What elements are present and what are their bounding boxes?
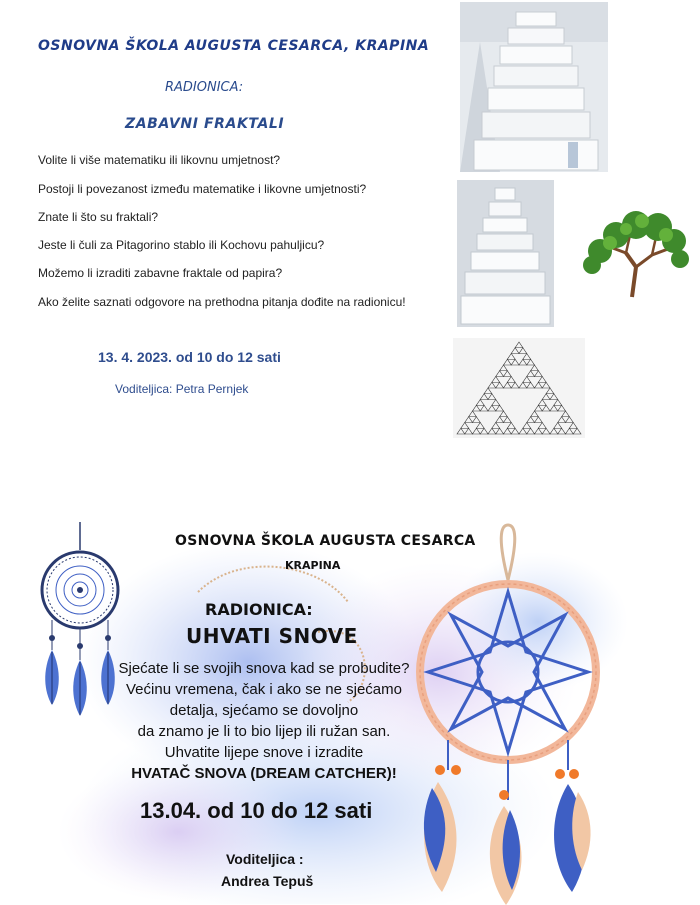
flyer2-description bbox=[108, 658, 420, 784]
flyer1-question: Ako želite saznati odgovore na prethodna pitanja dođite na radionicu! bbox=[38, 295, 406, 309]
flyer1-school-name: OSNOVNA ŠKOLA AUGUSTA CESARCA, KRAPINA bbox=[38, 38, 430, 54]
flyer1-question: Postoji li povezanost između matematike i likovne umjetnosti? bbox=[38, 182, 367, 196]
flyer1-leader: Voditeljica: Petra Pernjek bbox=[115, 382, 249, 396]
flyer1-question: Jeste li čuli za Pitagorino stablo ili Kochovu pahuljicu? bbox=[38, 238, 325, 252]
flyer2-line: detalja, sjećamo se dovoljno bbox=[169, 702, 359, 719]
flyer2-workshop-title: UHVATI SNOVE bbox=[186, 624, 358, 648]
flyer2-leader-label: Voditeljica : bbox=[226, 851, 304, 867]
flyer1-workshop-title: ZABAVNI FRAKTALI bbox=[125, 116, 285, 132]
flyer2-school-name: OSNOVNA ŠKOLA AUGUSTA CESARCA bbox=[175, 533, 476, 549]
flyer2-line: HVATAČ SNOVA (DREAM CATCHER)! bbox=[131, 765, 397, 782]
paper-fractal-photo bbox=[460, 2, 608, 172]
flyer1-question: Znate li što su fraktali? bbox=[38, 210, 159, 224]
flyer1-workshop-label: RADIONICA: bbox=[165, 80, 244, 95]
dreamcatcher-icon bbox=[408, 520, 608, 905]
flyer2-line: da znamo je li to bio lijep ili ružan san. bbox=[137, 723, 391, 740]
flyer2-leader-name: Andrea Tepuš bbox=[221, 873, 314, 889]
sierpinski-triangle-icon bbox=[453, 338, 585, 438]
flyer2-line: Uhvatite lijepe snove i izradite bbox=[164, 744, 364, 761]
flyer1-date: 13. 4. 2023. od 10 do 12 sati bbox=[98, 349, 281, 365]
flyer1-question: Možemo li izraditi zabavne fraktale od papira? bbox=[38, 266, 283, 280]
flyer2-line: Sjećate li se svojih snova kad se probudite? bbox=[118, 660, 410, 677]
flyer1-question: Volite li više matematiku ili likovnu umjetnost? bbox=[38, 153, 281, 167]
pythagoras-tree-icon bbox=[580, 205, 690, 300]
flyer2-date: 13.04. od 10 do 12 sati bbox=[140, 798, 373, 823]
flyer2-town: KRAPINA bbox=[285, 559, 341, 572]
flyer2-workshop-label: RADIONICA: bbox=[205, 600, 313, 619]
paper-fractal-photo bbox=[457, 180, 554, 327]
flyer2-line: Većinu vremena, čak i ako se ne sjećamo bbox=[126, 681, 402, 698]
